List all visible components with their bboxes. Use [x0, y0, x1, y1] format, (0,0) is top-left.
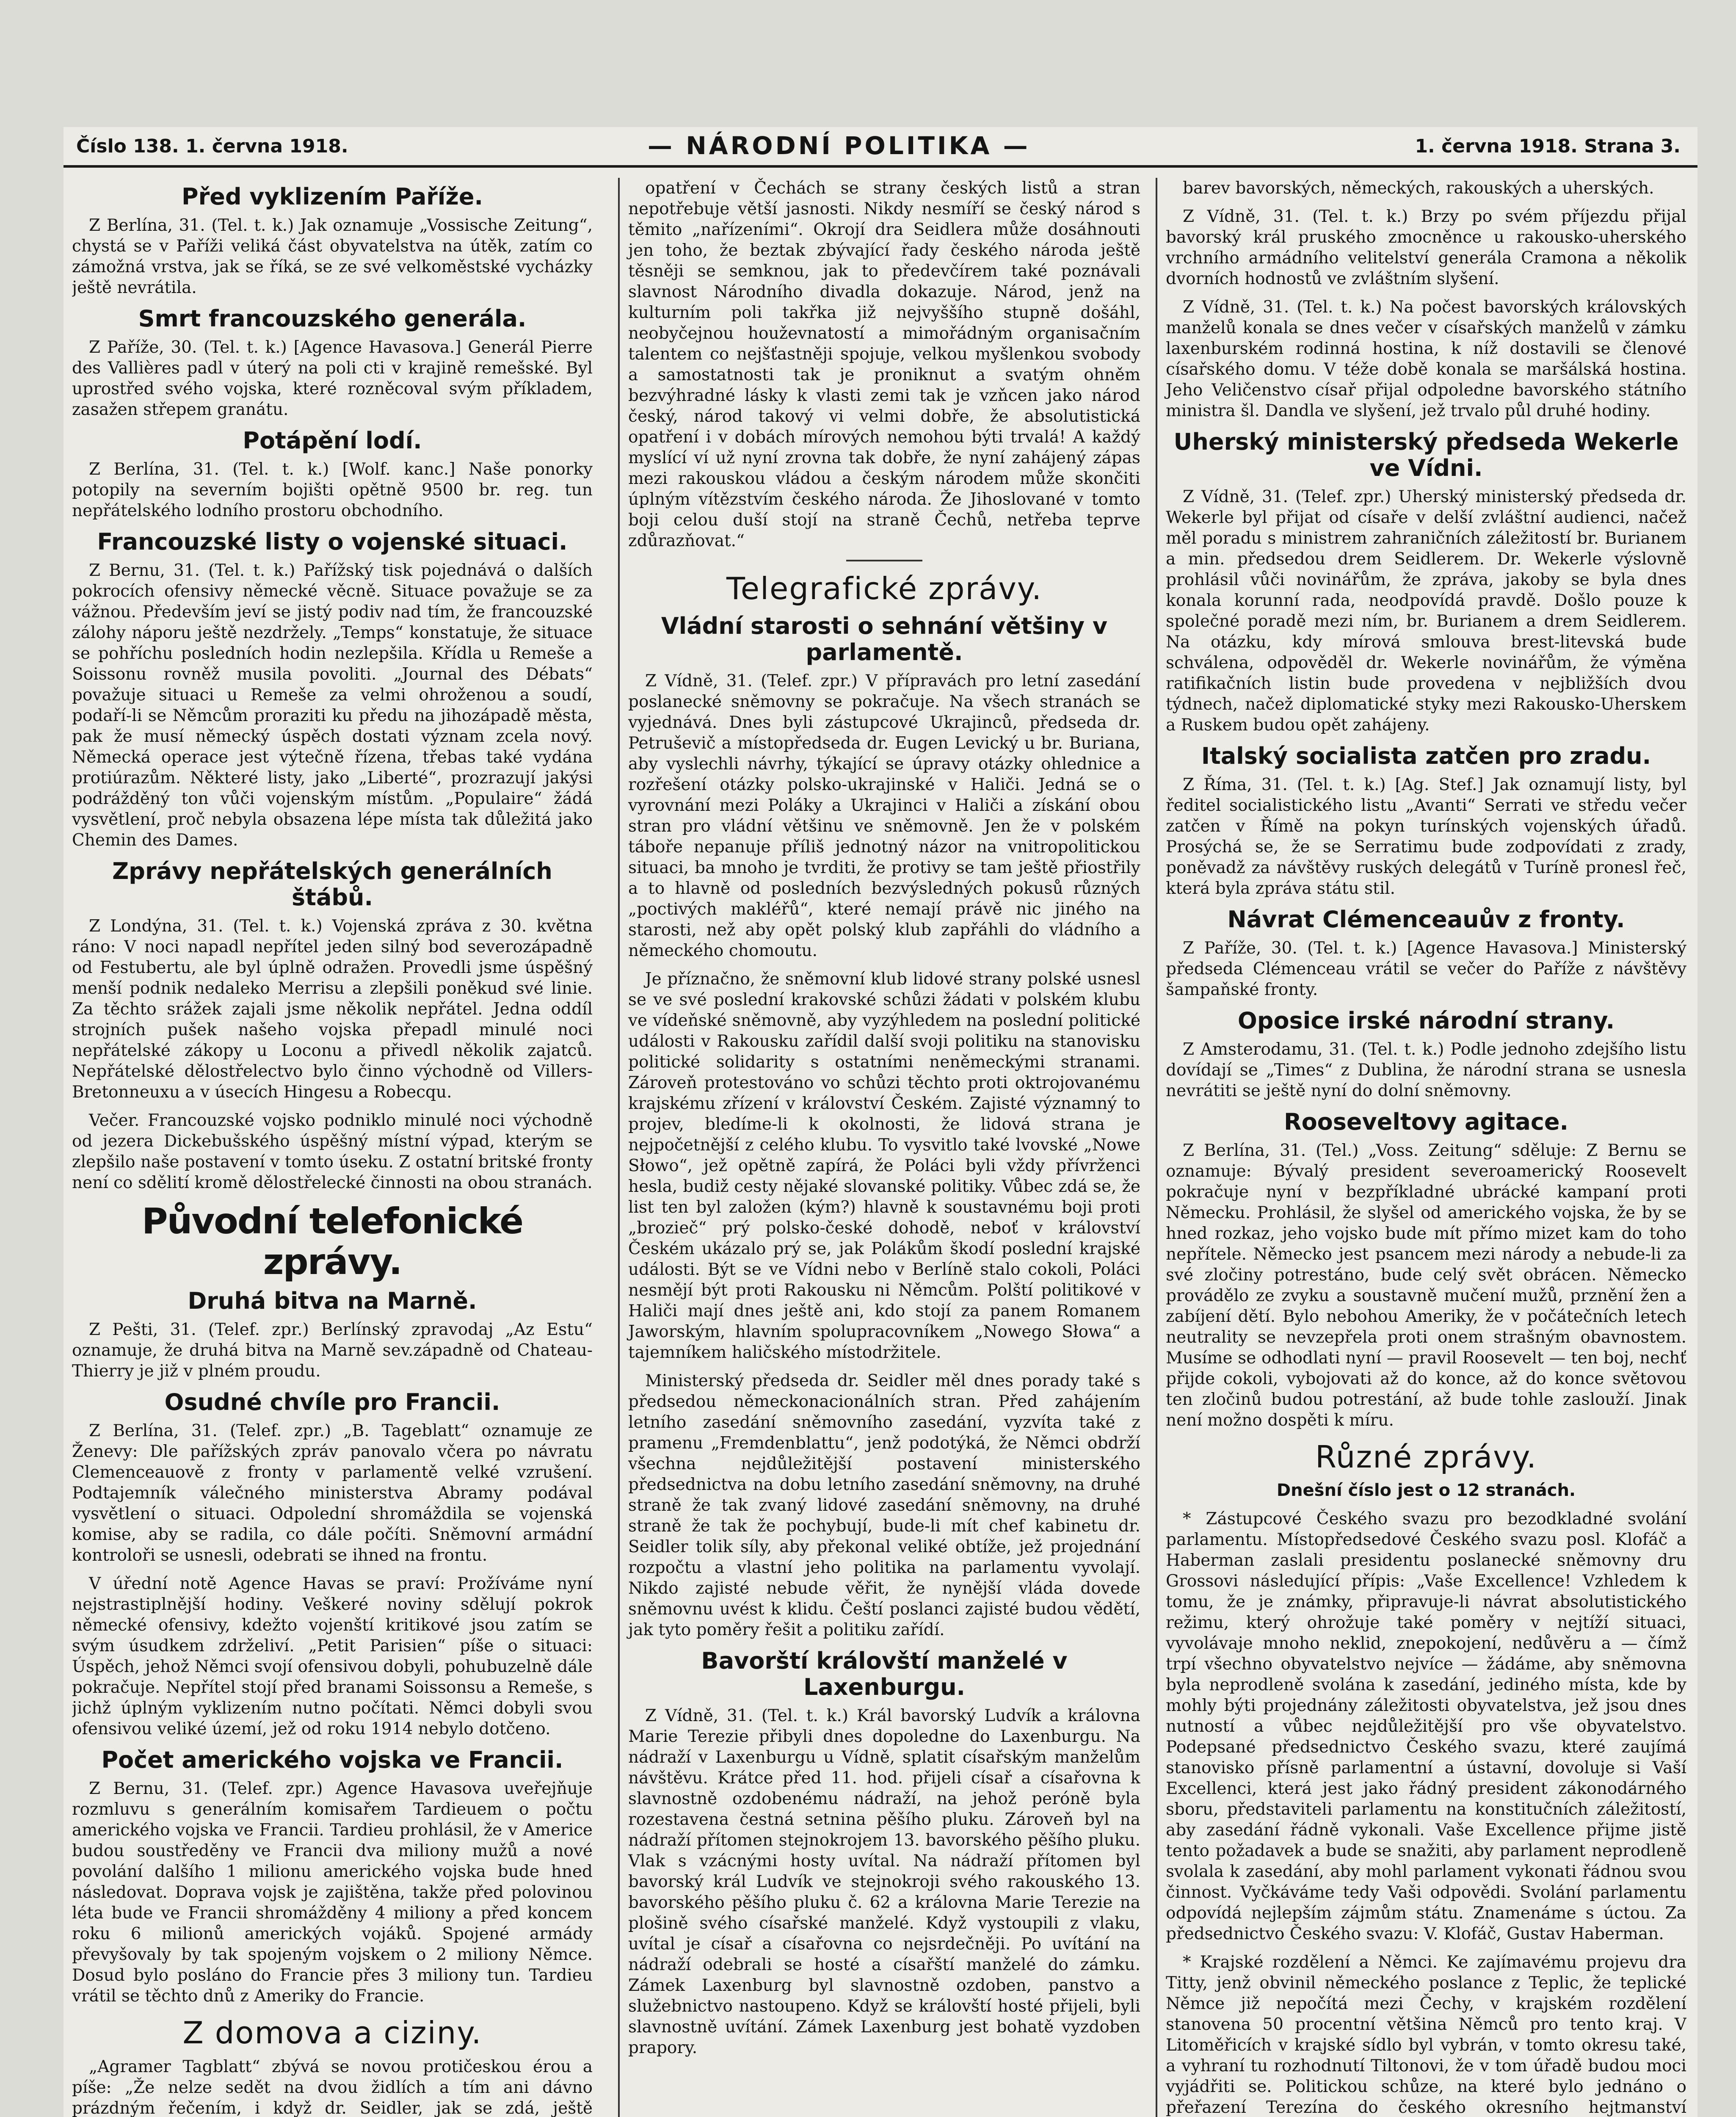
section-heading: Původní telefonické zprávy.	[142, 1200, 523, 1282]
date-page-info: 1. června 1918. Strana 3.	[1415, 135, 1681, 157]
article-text: barev bavorských, německých, rakouských a uherských.	[1183, 179, 1654, 198]
column-2	[618, 178, 1140, 2117]
article-text: Z Londýna, 31. (Tel. t. k.) Vojenská zpráva z 30. května ráno: V noci napadl nepřítel jeden silný bod severozápadně od Festubertu, ale byl úplně odražen. Provedli jsme úspěšný menší podnik nedaleko Merrisu a zlepšili poněkud své linie. Za těchto srážek zajali jsme několik nepřátel. Jedna oddíl strojních pušek našeho vojska přepadl minulé noci nepřátelské zákopy u Loconu a přivedl několik zajatců. Nepřátelské dělostřelectvo bylo činno východně od Villers-Bretonneuxu a v úsecích Hingesu a Robecqu.	[72, 917, 593, 1102]
article-text: Večer. Francouzské vojsko podniklo minulé noci východně od jezera Dickebušského úspěšný místní výpad, kterým se zlepšilo naše postavení v tomto úseku. Z ostatní britské fronty není co sdělití kromě dělostřelecké činnosti na obou stranách.	[72, 1111, 593, 1192]
headline: Uherský ministerský předseda Wekerle ve Vídni.	[1173, 428, 1679, 481]
article-text: Z Vídně, 31. (Tel. t. k.) Na počest bavorských královských manželů konala se dnes večer v císařských manželů v zámku laxenburském rodinná hostina, k níž dostavili se členové císařského domu. V téže době konala se maršálská hostina. Jeho Veličenstvo císař přijal odpoledne bavorského státního ministra šl. Dandla ve slyšení, jež trvalo půl druhé hodiny.	[1166, 298, 1686, 420]
section-heading: Různé zprávy.	[1315, 1439, 1537, 1475]
article-text: Z Vídně, 31. (Tel. t. k.) Král bavorský Ludvík a královna Marie Terezie přibyli dnes dopoledne do Laxenburgu. Na nádraží v Laxenburgu u Vídně, splatit císařským manželům návštěvu. Krátce před 11. hod. přijeli císař a císařovna k slavnostně ozdobenému nádraží, na jehož peróně byla rozestavena čestná setnina pěšího pluku. Zároveň byl na nádraží přítomen stejnokrojem 13. bavorského pěšího pluku. Vlak s vzácnými hosty uvítal. Na nádraží přítomen byl bavorský král Ludvík ve stejnokroji svého rakouského 13. bavorského pěšího pluku č. 62 a královna Marie Terezie na plošině svého císařské manželé. Když vystoupili z vlaku, uvítal je císař a císařovna co nejsrdečněji. Po uvítání na nádraží odebrali se hosté a císařští manželé do zámku. Zámek Laxenburg byl slavnostně ozdoben, panstvo a služebnictvo nastoupeno. Když se královští hosté přijeli, byli slavnostně uvítání. Zámek Laxenburg jest bohatě vyzdoben prapory.	[628, 1706, 1140, 2057]
headline: Před vyklizením Paříže.	[182, 183, 483, 210]
article-text: Z Berlína, 31. (Tel. t. k.) [Wolf. kanc.] Naše ponorky potopily na severním bojišti opětně 9500 br. reg. tun nepřátelského lodního prostoru obchodního.	[72, 460, 593, 520]
article-text: Z Amsterodamu, 31. (Tel. t. k.) Podle jednoho zdejšího listu dovídají se „Times“ z Dublina, že národní strana se usnesla nevrátiti se ještě nyní do dolní sněmovny.	[1166, 1040, 1686, 1100]
article-text: Z Berlína, 31. (Tel.) „Voss. Zeitung“ sděluje: Z Bernu se oznamuje: Bývalý president severoamerický Roosevelt pokračuje nyní v bezpříkladné ubrácké kampaní proti Německu. Prohlásil, že slyšel od amerického vojska, že by se hned rozkaz, jeho vojsko bude mít přímo mizet kam do toho nepřítele. Německo jest psancem mezi národy a nebude-li za své zločiny potrestáno, bude celý svět obrácen. Německo provádělo ze zvyku a soustavně mučení mužů, prznění žen a zabíjení dětí. Bylo nebohou Ameriky, že v počátečních letech neutrality se nevzepřela proti onem strašným obavnostem. Musíme se odhodlati nyní — pravil Roosevelt — ten boj, nechť přijde cokoli, vybojovati až do konce, až do konce světovou ten zločinů budou potrestání, až bude tohle zaslouží. Jinak není možno dospěti k míru.	[1166, 1141, 1686, 1430]
headline: Oposice irské národní strany.	[1237, 1007, 1615, 1034]
headline: Smrt francouzského generála.	[138, 305, 527, 332]
headline: Bavorští královští manželé v Laxenburgu.	[701, 1647, 1068, 1700]
divider	[846, 560, 922, 561]
headline: Vládní starosti o sehnání většiny v parlamentě.	[661, 613, 1108, 666]
column-3	[1156, 178, 1686, 2117]
article-text: Z Říma, 31. (Tel. t. k.) [Ag. Stef.] Jak oznamují listy, byl ředitel socialistického listu „Avanti“ Serrati ve středu večer zatčen v Římě na pokyn turínských vojenských úřadů. Prosýchá se, že se Serratimu bude zodpovídati z zrady, poněvadž za návštěvy ruských delegátů v Turíně pronesl řeč, která byla zpráva státu stil.	[1166, 775, 1686, 898]
headline: Osudné chvíle pro Francii.	[164, 1389, 500, 1415]
article-text: „Agramer Tagblatt“ zbývá se novou protičeskou érou a píše: „Že nelze sedět na dvou židlích a tím ani dávno prázdným řečením, i když dr. Seidler, jak se zdá, ještě	[72, 2057, 593, 2117]
article-text: Je příznačno, že sněmovní klub lidové strany polské usnesl se ve své poslední krakovské schůzi žádati v polském klubu ve vídeňské sněmovně, aby vyzýhledem na poslední politické události v Rakousku zařídil další svoji politiku na stanovisku politické solidarity s ostatními neněmeckými stranami. Zároveň protestováno vo schůzi těchto proti oktrojovanému krajskému zřízení v království Českém. Zajisté významný to projev, bledíme-li k okolnosti, že lidová strana je nejpočetnější z celého klubu. To vysvitlo také lvovské „Nowe Słowo“, jež opětně zapírá, že Poláci byli vždy přívrženci hesla, budiž cesty nějaké slovanské politiky. Vůbec zdá se, že list ten byl založen (kým?) hlavně k soustavnému boji proti „brozieč“ prý polsko-české dohodě, neboť v království Českém ukázalo prý se, jak Polákům škodí poslední krajské události. Být se ve Vídni nebo v Berlíně stalo cokoli, Poláci nesmějí být proti Rakousku ni Němcům. Polští politikové v Haliči mají dnes ještě ani, kdo stojí za panem Romanem Jaworským, hlavním spolupracovníkem „Nowego Słowa“ a tajemníkem haličského místodržitele.	[628, 970, 1140, 1362]
article-text: Z Vídně, 31. (Telef. zpr.) Uherský ministerský předseda dr. Wekerle byl přijat od císaře v delší zvláštní audienci, načež měl poradu s ministrem zahraničních záležitostí br. Burianem a min. předsedou drem Seidlerem. Dr. Wekerle výslovně prohlásil vůči novinářům, že zpráva, jakoby se byla dnes konala korunní rada, neodpovídá pravdě. Došlo pouze k společné poradě mezi ním, br. Burianem a drem Seidlerem. Na otázku, kdy mírová smlouva brest-litevská bude schválena, odpověděl dr. Wekerle novinářům, že výměna ratifikačních listin bude provedena v nejbližších dvou týdnech, načež diplomatické styky mezi Rakousko-Uherskem a Ruskem budou opět zahájeny.	[1166, 487, 1686, 735]
article-text: Z Bernu, 31. (Tel. t. k.) Pařížský tisk pojednává o dalších pokrocích ofensivy německé věcně. Situace považuje se za vážnou. Především jeví se jistý podiv nad tím, že francouzské zálohy náporu ještě nezdržely. „Temps“ konstatuje, že situace se pohříchu posledních hodin nezlepšila. Křídla u Remeše a Soissonu rovněž musila povoliti. „Journal des Débats“ považuje situaci u Remeše za velmi ohroženou a soudí, podaří-li se Němcům proraziti ku předu na jihozápadě města, pak že musí německý úspěch dostati význam zcela nový. Německá operace jest výtečně řízena, třebas také vydána protiúrazům. Některé listy, jako „Liberté“, prozrazují jakýsi podrážděný ton vůči vojenským místům. „Populaire“ žádá vysvětlení, proč nebyla obsazena lépe místa tak důležitá jako Chemin des Dames.	[72, 561, 593, 850]
article-text: Z Paříže, 30. (Tel. t. k.) [Agence Havasova.] Ministerský předseda Clémenceau vrátil se večer do Paříže z návštěvy šampaňské fronty.	[1166, 939, 1686, 999]
headline: Rooseveltovy agitace.	[1284, 1108, 1568, 1135]
headline: Potápění lodí.	[243, 427, 422, 454]
headline: Francouzské listy o vojenské situaci.	[97, 528, 568, 555]
issue-note: Dnešní číslo jest o 12 stranách.	[1276, 1481, 1576, 1500]
article-text: Z Bernu, 31. (Telef. zpr.) Agence Havasova uveřejňuje rozmluvu s generálním komisařem Tardieuem o počtu amerického vojska ve Francii. Tardieu prohlásil, že v Americe budou soustředěny ve Francii dva miliony mužů a nové povolání dalšího 1 milionu amerického vojska bude hned následovat. Doprava vojsk je zajištěna, takže před polovinou léta bude ve Francii shromážděny 4 miliony a před koncem roku 6 milionů amerických vojáků. Spojené armády převyšovaly by tak spojeným vojskem o 2 miliony Němce. Dosud bylo posláno do Francie přes 3 miliony tun. Tardieu vrátil se těchto dnů z Ameriky do Francie.	[72, 1779, 593, 2006]
article-text: V úřední notě Agence Havas se praví: Prožíváme nyní nejstrastiplnější hodiny. Veškeré noviny sdělují pokrok německé ofensivy, kdežto vojenští kritikové jsou zatím se svým úsudkem zdrželiví. „Petit Parisien“ píše o situaci: Úspěch, jehož Němci svojí ofensivou dobyli, pohubuzelně dále pokračuje. Nepřítel stojí před branami Soissonsu a Remeše, s jichž úplným vyklizením nutno počítati. Němci dobyli svou ofensivou veliké území, jež od roku 1914 nebylo dotčeno.	[72, 1574, 593, 1738]
article-text: Z Berlína, 31. (Telef. zpr.) „B. Tageblatt“ oznamuje ze Ženevy: Dle pařížských zpráv panovalo včera po návratu Clemenceauově z fronty v parlamentě velké vzrušení. Podtajemník válečného ministerstva Abramy podával vysvětlení o situaci. Odpolední shromáždila se vojenská komise, aby se radila, co dále počíti. Sněmovní armádní kontroloři se usnesli, odebrati se ihned na frontu.	[72, 1421, 593, 1565]
article-text: Z Berlína, 31. (Tel. t. k.) Jak oznamuje „Vossische Zeitung“, chystá se v Paříži veliká část obyvatelstva na útěk, zatím co zámožná vrstva, jak se říká, se ze své velkoměstské vycházky ještě nevrátila.	[72, 216, 593, 297]
headline: Návrat Clémenceauův z fronty.	[1227, 906, 1625, 933]
article-text: * Krajské rozdělení a Němci. Ke zajímavému projevu dra Titty, jenž obvinil německého poslance z Teplic, že teplické Němce již nepočítá mezi Čechy, v krajském rozdělení stanovena 50 procentní většina Němců pro tento kraj. V Litoměřicích v krajské sídlo byl vybrán, v tomto okresu také, a vyhraní tu rozhodnutí Tiltonovi, že v tom úřadě budou moci vyjádřiti se. Politickou schůze, na které bylo jednáno o přeřazení Terezína do českého okresního hejtmanství	[1166, 1953, 1686, 2117]
newspaper-page	[63, 127, 1697, 2117]
section-heading: Z domova a ciziny.	[182, 2015, 482, 2051]
article-text: Z Paříže, 30. (Tel. t. k.) [Agence Havasova.] Generál Pierre des Vallières padl v úterý na poli cti v krajině remešské. Byl uprostřed svého vojska, které rozněcoval svým příkladem, zasažen střepem granátu.	[72, 338, 593, 419]
headline: Druhá bitva na Marně.	[188, 1288, 477, 1314]
article-text: Z Pešti, 31. (Telef. zpr.) Berlínský zpravodaj „Az Estu“ oznamuje, že druhá bitva na Marně sev.západně od Chateau-Thierry je již v plném proudu.	[72, 1320, 593, 1381]
article-text: opatření v Čechách se strany českých listů a stran nepotřebuje větší jasnosti. Nikdy nesmíří se český národ s těmito „nařízeními“. Okrojí dra Seidlera může dosáhnouti jen toho, že beztak zbývající řady českého národa ještě těsněji se semknou, jak to předevčírem také poznávali slavnost Národního divadla dokazuje. Národ, jenž na kulturním poli takřka již nejvyššího stupně došáhl, neobyčejnou houževnatostí a mimořádným organisačním talentem co nejšťastněji spojuje, velkou myšlenkou svobody a samostatnosti tak je proniknut a svatým ohněm bezvýhradné lásky k vlasti zemi tak je vzňcen jako národ český, národ takový vi velmi dobře, že absolutistická opatření i v dobách mírových nemohou býti trvalá! A každý myslící ví už nyní zrovna tak dobře, že nyní zahájený zápas mezi rakouskou vládou a českým národem může skončiti úplným vítězstvím českého národa. Že Jihoslované v tomto boji celou duší stojí na straně Čechů, netřeba teprve zdůrazňovat.“	[628, 179, 1140, 550]
headline: Italský socialista zatčen pro zradu.	[1201, 743, 1651, 769]
headline: Zprávy nepřátelských generálních štábů.	[112, 858, 552, 911]
article-text: * Zástupcové Českého svazu pro bezodkladné svolání parlamentu. Místopředsedové Českého svazu posl. Klofáč a Haberman zaslali presidentu poslanecké sněmovny dru Grossovi následující přípis: „Vaše Excellence! Vzhledem k tomu, že je známky, připravuje-li návrat absolutistického režimu, který ohrožuje také poměry v nejtíží situaci, vyvolávaje mnoho neklid, znepokojení, nedůvěru a — čímž trpí všechno obyvatelstvo nejvíce — žádáme, aby sněmovna byla neprodleně svolána k zasedání, jediného místa, kde by mohly býti projednány záležitosti obyvatelstva, jež jsou dnes nutností a vůbec nejdůležitější pro vše obyvatelstvo. Podepsané předsednictvo Českého svazu, které zaujímá stanovisko přísně parlamentní a ústavní, dovoluje si Vaší Excellenci, která jest jako řádný president zákonodárného sboru, představiteli parlamentu na konstitučních záležitostí, aby zasedání řádně vykonali. Vaše Excellence přijme jistě tento požadavek a bude se snažiti, aby parlament neprodleně svolala k zasedání, aby mohl parlament vykonati řádnou svou činnost. Vyčkáváme tedy Vaši odpovědi. Svolání parlamentu odpovídá nejlepším zájmům státu. Znamenáme s úctou. Za předsednictvo Českého svazu: V. Klofáč, Gustav Haberman.	[1166, 1509, 1686, 1943]
newspaper-title: — NÁRODNÍ POLITIKA —	[648, 131, 1030, 160]
masthead	[63, 127, 1697, 168]
article-text: Z Vídně, 31. (Telef. zpr.) V přípravách pro letní zasedání poslanecké sněmovny se pokračuje. Na všech stranách se vyjednává. Dnes byli zástupcové Ukrajinců, předseda dr. Petruševič a místopředseda dr. Eugen Levický u br. Buriana, aby vyslechli návrhy, týkající se úpravy otázky ohlednice a rozřešení otázky polsko-ukrajinské v Haliči. Jedná se o vyrovnání mezi Poláky a Ukrajinci v Haliči a získání obou stran pro vládní většinu ve sněmovně. Jen že v polském táboře nepanuje příliš jednotný názor na vnitropolitickou situaci, ba mnoho je tvrditi, že protivy se tam ještě přiostřily a to hlavně od posledních bezvýsledných pokusů různých „poctivých makléřů“, které nemají právě nic jiného na starosti, než aby opět polský klub zapřáhli do vládního a německého chomoutu.	[628, 672, 1140, 960]
issue-info: Číslo 138. 1. června 1918.	[76, 135, 348, 157]
article-text: Z Vídně, 31. (Tel. t. k.) Brzy po svém příjezdu přijal bavorský král pruského zmocněnce u rakousko-uherského vrchního armádního velitelství generála Cramona a několik dvorních hodnostů ve zvláštním slyšení.	[1166, 207, 1686, 288]
section-heading: Telegrafické zprávy.	[726, 571, 1043, 606]
headline: Počet amerického vojska ve Francii.	[101, 1747, 563, 1773]
column-1	[72, 178, 593, 2117]
article-text: Ministerský předseda dr. Seidler měl dnes porady také s předsedou německonacionálních stran. Před zahájením letního zasedání sněmovního zasedání, vyzvíta také z pramenu „Fremdenblattu“, jenž podotýká, že Němci obdrží všechna nejdůležitější postavení ministerského předsednictva na dobu letního zasedání sněmovny, na druhé straně že tak zvaný lidové zasedání sněmovny, na druhé straně že tak že pochybují, bude-li mít chef kabinetu dr. Seidler tolik síly, aby překonal veliké obtíže, jež projednání rozpočtu a vlastní jeho politika na parlamentu vyvolají. Nikdo zajisté nebude věřit, že nynější vláda dovede sněmovnu uvést k klidu. Čeští poslanci zajisté budou vědětí, jak tyto poměry řešit a politiku zařídí.	[628, 1371, 1140, 1639]
